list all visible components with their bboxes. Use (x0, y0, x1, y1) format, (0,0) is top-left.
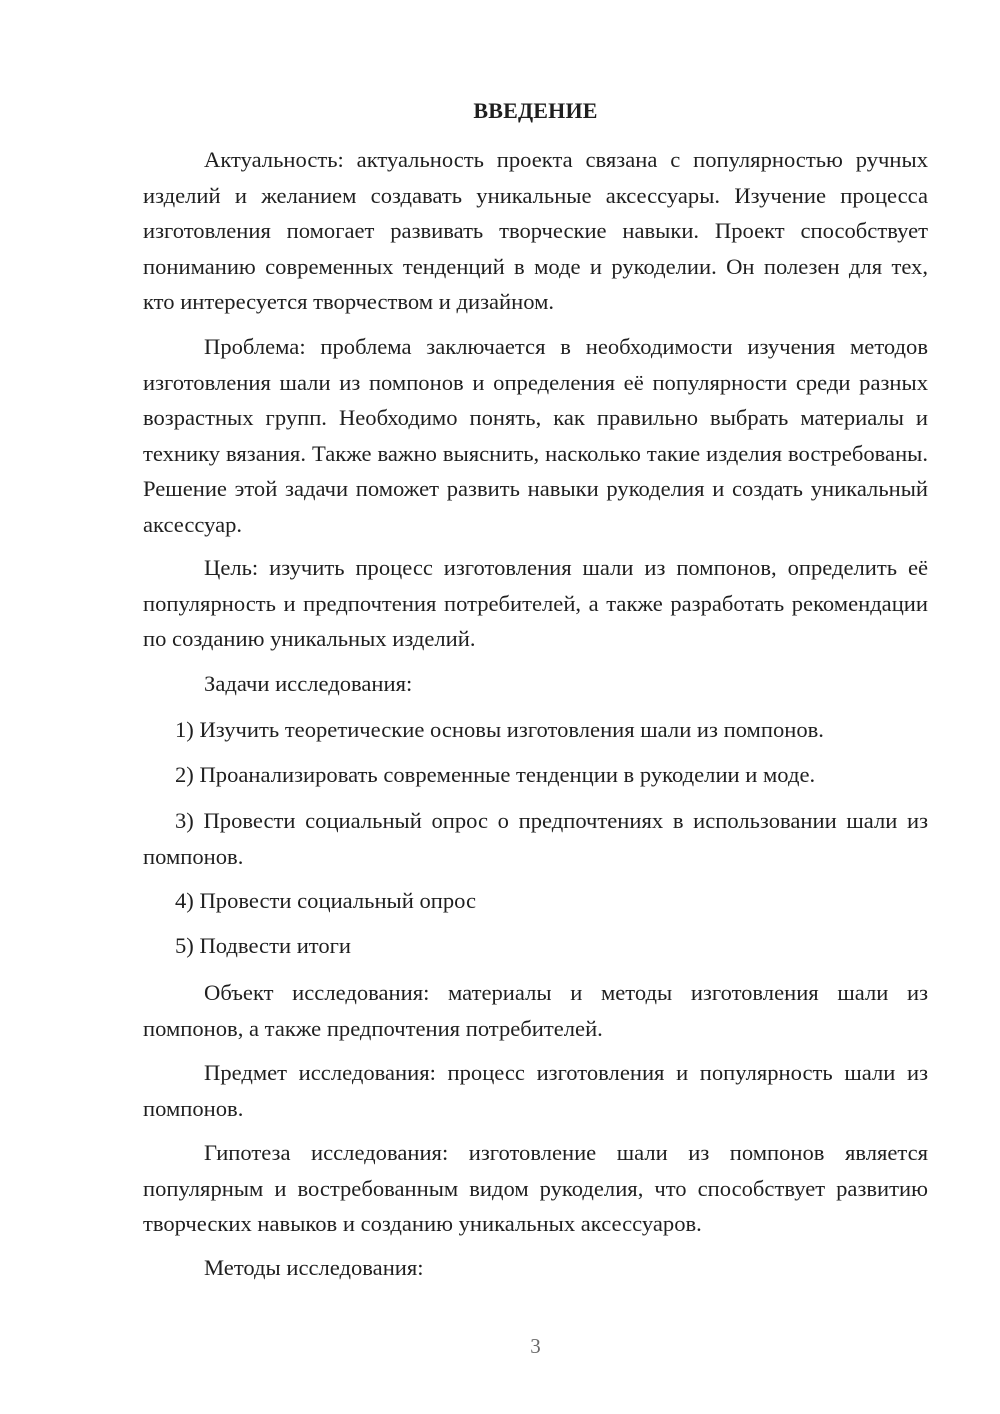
task-item-5: 5) Подвести итоги (175, 933, 352, 958)
task-item-2: 2) Проанализировать современные тенденции в рукоделии и моде. (175, 762, 816, 787)
task-item-3: 3) Провести социальный опрос о предпочтениях в использовании шали из помпонов. (143, 808, 928, 869)
page-title: ВВЕДЕНИЕ (473, 98, 598, 123)
object-paragraph: Объект исследования: материалы и методы изготовления шали из помпонов, а также предпочтения потребителей. (143, 980, 928, 1041)
task-item-4: 4) Провести социальный опрос (175, 888, 477, 913)
subject-paragraph: Предмет исследования: процесс изготовления и популярность шали из помпонов. (143, 1060, 928, 1121)
problem-paragraph: Проблема: проблема заключается в необходимости изучения методов изготовления шали из помпонов и определения её популярности среди разных возрастных групп. Необходимо понять, как правильно выбрать материалы и технику вязания. Также важно выяснить, насколько такие изделия востребованы. Решение этой задачи поможет развить навыки рукоделия и создать уникальный аксессуар. (143, 334, 928, 537)
goal-paragraph: Цель: изучить процесс изготовления шали из помпонов, определить её популярность и предпочтения потребителей, а также разработать рекомендации по созданию уникальных изделий. (143, 555, 928, 652)
document-page (143, 0, 928, 1414)
methods-heading: Методы исследования: (204, 1255, 424, 1280)
task-item-1: 1) Изучить теоретические основы изготовления шали из помпонов. (175, 717, 824, 742)
page-number: 3 (530, 1334, 541, 1358)
relevance-paragraph: Актуальность: актуальность проекта связана с популярностью ручных изделий и желанием создавать уникальные аксессуары. Изучение процесса изготовления помогает развивать творческие навыки. Проект способствует пониманию современных тенденций в моде и рукоделии. Он полезен для тех, кто интересуется творчеством и дизайном. (143, 147, 928, 315)
hypothesis-paragraph: Гипотеза исследования: изготовление шали из помпонов является популярным и востребованным видом рукоделия, что способствует развитию творческих навыков и созданию уникальных аксессуаров. (143, 1140, 928, 1237)
tasks-heading: Задачи исследования: (204, 671, 413, 696)
